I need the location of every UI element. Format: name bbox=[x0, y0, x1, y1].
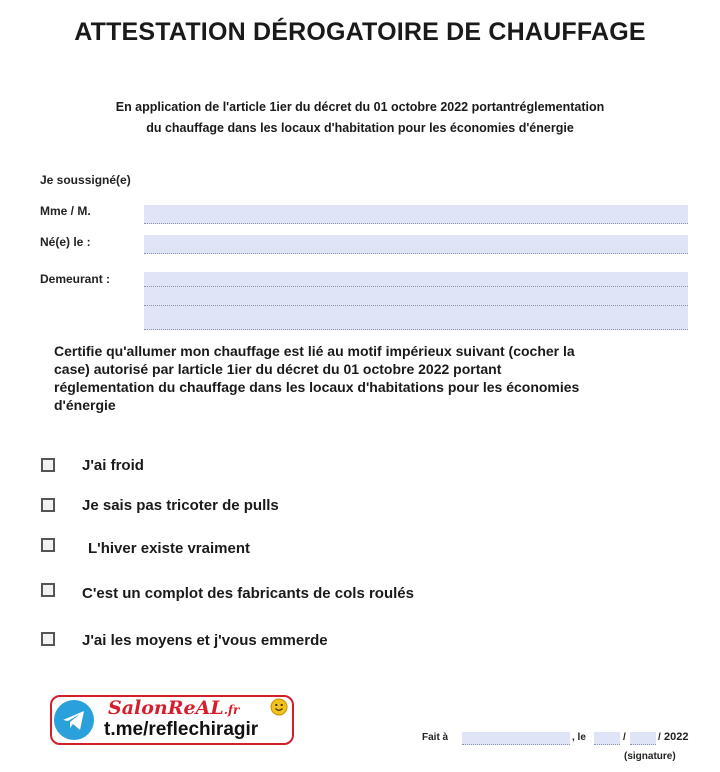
checkbox-means[interactable] bbox=[41, 632, 55, 646]
smiley-icon bbox=[270, 698, 288, 716]
intro-text bbox=[40, 97, 680, 139]
name-field[interactable] bbox=[144, 205, 688, 224]
telegram-link[interactable]: t.me/reflechiragir bbox=[104, 719, 259, 740]
brand-name bbox=[108, 697, 239, 719]
brand-suffix: .fr bbox=[223, 703, 240, 717]
certify-text bbox=[54, 342, 674, 414]
birthdate-field[interactable] bbox=[144, 235, 688, 254]
checkbox-knitting[interactable] bbox=[41, 498, 55, 512]
checkbox-winter[interactable] bbox=[41, 538, 55, 552]
option-cold-label: J'ai froid bbox=[82, 457, 144, 474]
date-separator-2: / bbox=[658, 732, 661, 743]
address-label: Demeurant : bbox=[40, 272, 111, 286]
fait-a-label: Fait à bbox=[422, 732, 449, 743]
date-le-label: , le bbox=[572, 732, 586, 743]
checkbox-cold[interactable] bbox=[41, 458, 55, 472]
undersigned-label: Je soussigné(e) bbox=[40, 173, 131, 187]
option-conspiracy-label: C'est un complot des fabricants de cols roulés bbox=[82, 585, 414, 602]
address-field[interactable] bbox=[144, 272, 688, 330]
signature-label: (signature) bbox=[624, 751, 676, 762]
birthdate-label: Né(e) le : bbox=[40, 235, 91, 249]
month-field[interactable] bbox=[630, 732, 656, 745]
name-label: Mme / M. bbox=[40, 204, 91, 218]
date-separator-1: / bbox=[623, 732, 626, 743]
year-text: 2022 bbox=[664, 731, 689, 743]
checkbox-conspiracy[interactable] bbox=[41, 583, 55, 597]
certify-line-4: d'énergie bbox=[54, 397, 116, 413]
option-means-label: J'ai les moyens et j'vous emmerde bbox=[82, 632, 328, 649]
telegram-icon bbox=[54, 700, 94, 740]
option-winter-label: L'hiver existe vraiment bbox=[88, 540, 250, 557]
intro-line-2: du chauffage dans les locaux d'habitation pour les économies d'énergie bbox=[146, 121, 574, 135]
certify-line-1: Certifie qu'allumer mon chauffage est lié au motif impérieux suivant (cocher la bbox=[54, 343, 575, 359]
brand-name-text: SalonReAL bbox=[108, 697, 224, 719]
day-field[interactable] bbox=[594, 732, 620, 745]
certify-line-3: réglementation du chauffage dans les locaux d'habitations pour les économies bbox=[54, 379, 580, 395]
place-field[interactable] bbox=[462, 732, 570, 745]
document-title: ATTESTATION DÉROGATOIRE DE CHAUFFAGE bbox=[74, 18, 646, 46]
intro-line-1: En application de l'article 1ier du décret du 01 octobre 2022 portantréglementation bbox=[115, 100, 605, 114]
address-line-2 bbox=[144, 287, 688, 306]
option-knitting-label: Je sais pas tricoter de pulls bbox=[82, 497, 279, 514]
address-line-1 bbox=[144, 272, 688, 287]
certify-line-2: case) autorisé par larticle 1ier du décret du 01 octobre 2022 portant bbox=[54, 361, 502, 377]
